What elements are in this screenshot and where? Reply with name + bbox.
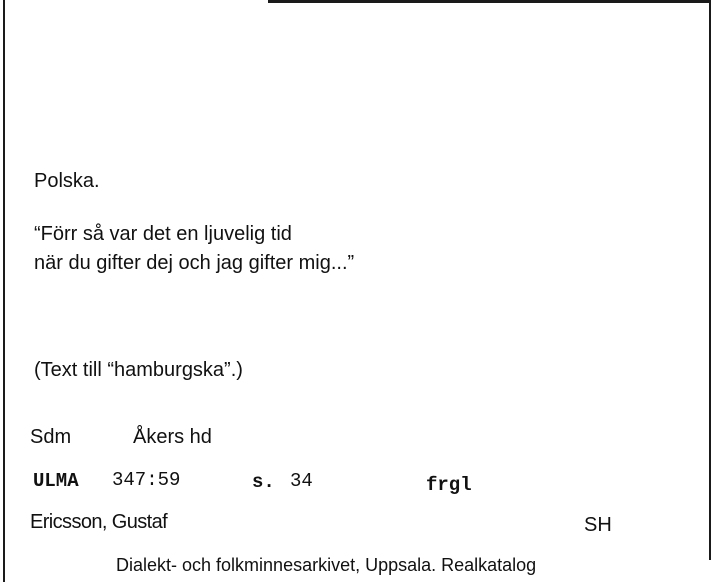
collector-name: Ericsson, Gustaf (30, 511, 168, 533)
page-label: s. (252, 471, 275, 493)
note-text: (Text till “hamburgska”.) (34, 359, 243, 381)
card-border-left (3, 0, 5, 582)
record-number: 347:59 (112, 469, 181, 491)
category-code: frgl (426, 474, 472, 496)
district-label: Åkers hd (133, 426, 212, 448)
verse-line-2: när du gifter dej och jag gifter mig...” (34, 252, 355, 274)
verse-line-1: “Förr så var det en ljuvelig tid (34, 223, 292, 245)
card-title: Polska. (34, 170, 100, 192)
province-label: Sdm (30, 426, 72, 448)
footer-institution: Dialekt- och folkminnesarkivet, Uppsala. Realkatalog (116, 555, 537, 575)
page-number: 34 (290, 470, 313, 492)
card-border-top (268, 0, 711, 3)
archive-code: ULMA (33, 470, 79, 492)
initials: SH (584, 514, 612, 536)
